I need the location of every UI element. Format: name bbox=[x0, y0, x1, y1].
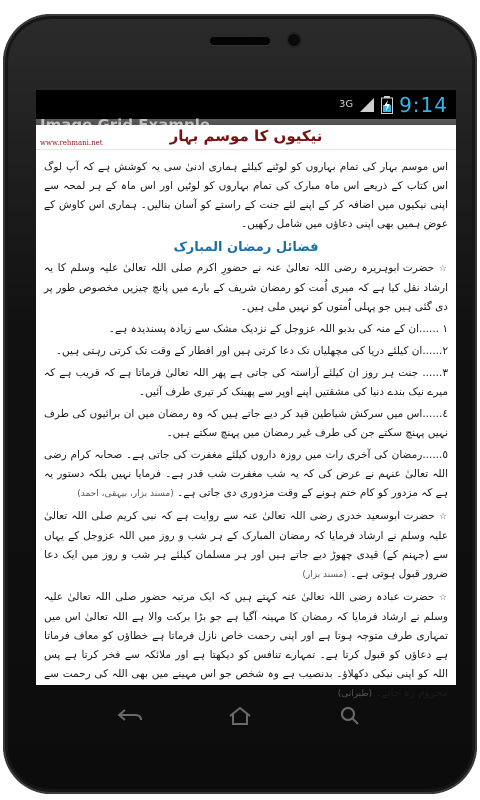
page-title: نیکیوں کا موسم بہار bbox=[169, 127, 323, 145]
item-reference: (مسند بزار) bbox=[302, 570, 347, 580]
star-icon: ☆ bbox=[438, 264, 448, 274]
earpiece bbox=[210, 37, 270, 45]
star-icon: ☆ bbox=[439, 512, 448, 522]
front-camera bbox=[288, 34, 300, 46]
status-clock: 9:14 bbox=[399, 92, 448, 117]
status-bar bbox=[36, 90, 456, 119]
signal-icon bbox=[359, 97, 375, 113]
home-button[interactable] bbox=[220, 706, 260, 726]
section-title: فضائل رمضان المبارک bbox=[173, 240, 319, 255]
back-icon bbox=[115, 708, 145, 724]
battery-charging-icon bbox=[381, 96, 393, 114]
list-item bbox=[36, 446, 456, 504]
list-item bbox=[36, 588, 456, 704]
star-icon: ☆ bbox=[438, 593, 448, 603]
item-text: ٣...... جنت ہر روز ان کیلئے آراستہ کی جاتی ہے پھر اللہ تعالیٰ فرماتا ہے کہ قریب ہے کہ میرے نیک بندے دنیا کی مشقتیں اپنے اوپر سے پھینک کر تیری طرف آئیں۔ bbox=[44, 367, 448, 398]
list-item bbox=[36, 342, 456, 361]
search-button[interactable] bbox=[330, 706, 370, 726]
item-text: ١ ......ان کے منہ کی بدبو اللہ عزوجل کے نزدیک مشک سے زیادہ پسندیدہ ہے۔ bbox=[108, 323, 448, 335]
site-url: www.rehmani.net bbox=[40, 139, 103, 147]
item-text: ٢......ان کیلئے دریا کی مچھلیاں تک دعا کرتی ہیں اور افطار کے وقت تک کرتی رہتی ہیں۔ bbox=[55, 345, 448, 357]
content-image[interactable] bbox=[36, 125, 456, 699]
home-icon bbox=[227, 706, 253, 726]
list-item bbox=[36, 405, 456, 443]
search-icon bbox=[339, 706, 361, 726]
list-item bbox=[36, 507, 456, 585]
back-button[interactable] bbox=[110, 706, 150, 726]
status-icons bbox=[339, 92, 448, 117]
list-item bbox=[36, 259, 456, 317]
item-reference: (مسند بزار، بیہقی، احمد) bbox=[77, 489, 174, 499]
item-reference: (طبرانی) bbox=[337, 689, 373, 699]
network-type: 3G bbox=[338, 99, 354, 110]
item-text: حضرت عبادہ رضی اللہ تعالیٰ عنہ کہتے ہیں کہ ایک مرتبہ حضور صلی اللہ تعالیٰ علیہ وسلم نے ارشاد فرمایا کہ رمضان کا مہینہ آگیا ہے جو بڑا برکت والا ہے اللہ تعالیٰ اس میں تمہاری طرف متوجہ ہوتا ہے اور اپنی رحمت خاص نازل فرماتا ہے خطاؤں کو معاف فرماتا ہے دعاؤں کو قبول کرتا ہے۔ تمہارے تنافس کو دیکھتا ہے اور ملائکہ سے فخر کرتا ہے پس اللہ کو اپنی نیکی دکھلاؤ۔ بدنصیب ہے وہ شخص جو اس مہینے میں بھی اللہ کی رحمت سے محروم رہ جائے۔ bbox=[44, 591, 448, 699]
item-text: حضرت ابوسعید خدری رضی اللہ تعالیٰ عنہ سے روایت ہے کہ نبی کریم صلی اللہ تعالیٰ علیہ وسلم نے ارشاد فرمایا کہ رمضان المبارک کے ہر شب و روز میں اللہ عزوجل کے یہاں سے (جہنم کے) قیدی چھوڑ دیے جاتے ہیں اور ہر مسلمان کیلئے ہر شب و روز میں ایک دعا ضرور قبول ہوتی ہے۔ bbox=[44, 510, 448, 580]
item-text: حضرت ابوہریرہ رضی اللہ تعالیٰ عنہ نے حضورِ اکرم صلی اللہ تعالیٰ علیہ وسلم کا یہ ارشاد نقل کیا ہے کہ میری اُمت کو رمضان شریف کے بارے میں پانچ چیزیں مخصوص طور پر دی گئی ہیں جو پہلی اُمتوں کو نہیں ملی ہیں۔ bbox=[44, 262, 448, 313]
list-item bbox=[36, 320, 456, 339]
page-header bbox=[36, 125, 456, 150]
item-text: ٥......رمضان کی آخری رات میں روزہ داروں کیلئے مغفرت کی جاتی ہے۔ صحابہ کرام رضی اللہ تعالیٰ عنہم نے عرض کی کہ یہ شب مغفرت شب قدر ہے۔ فرمایا نہیں بلکہ دستور یہ ہے کہ مزدور کو کام ختم ہونے کے وقت مزدوری دی جاتی ہے۔ bbox=[44, 449, 448, 499]
item-text: ٤......اس میں سرکش شیاطین قید کر دیے جاتے ہیں کہ وہ رمضان میں ان برائیوں کی طرف نہیں پہنچ سکتے جن کی طرف غیر رمضان میں پہنچ سکتے ہیں۔ bbox=[44, 408, 448, 439]
hadith-list bbox=[36, 259, 456, 704]
list-item bbox=[36, 364, 456, 402]
intro-paragraph: اس موسم بہار کی تمام بہاروں کو لوٹنے کیلئے ہماری ادنیٰ سی یہ کوشش ہے کہ آپ لوگ اس کتاب کے ذریعے اس ماہ مبارک کی تمام بہاروں کو لوٹیں اور اس ماہ کے ہر لمحہ سے اپنی نیکیوں میں اضافہ کر کے اپنے لئے جنت کے راستے کو آسان بنالیں۔ ہماری اس کاوش کے عوض ہمیں بھی اپنی دعاؤں میں شامل رکھیں۔ bbox=[44, 161, 448, 230]
